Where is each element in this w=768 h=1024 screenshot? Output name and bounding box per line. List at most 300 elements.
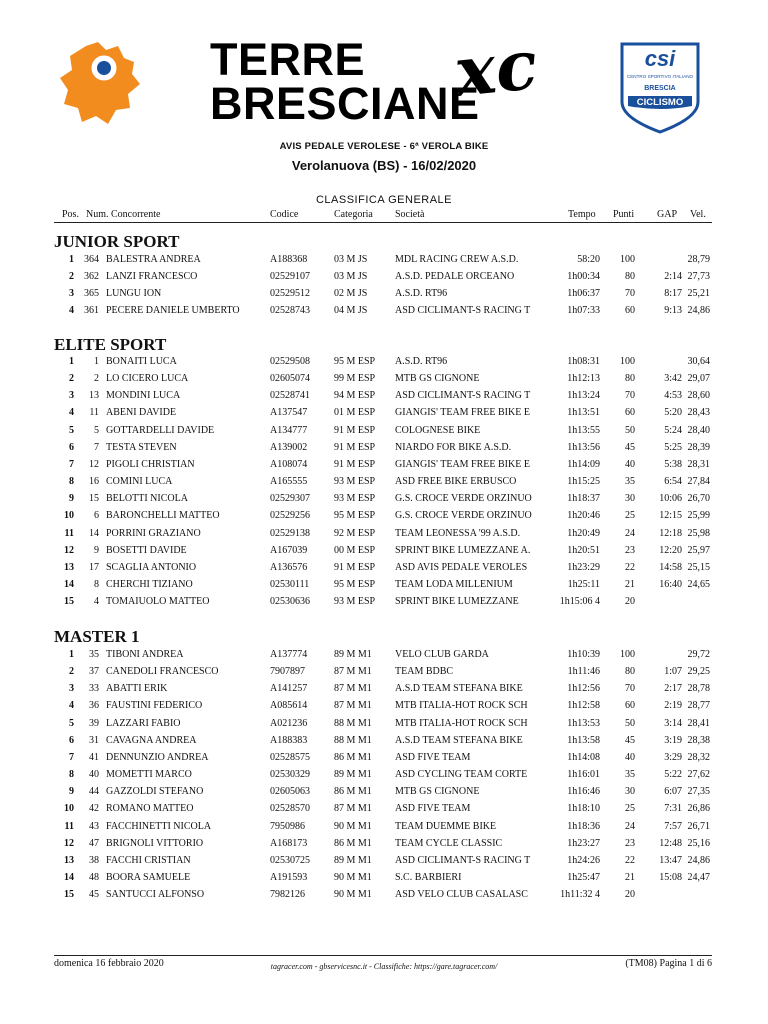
time: 1h16:01 (567, 769, 600, 781)
license-code: 02605063 (270, 786, 310, 798)
gap: 12:48 (659, 837, 682, 849)
col-punti: Punti (613, 209, 635, 220)
points: 22 (625, 561, 635, 573)
event-place-date: Verolanuova (BS) - 16/02/2020 (291, 158, 477, 173)
position: 14 (64, 871, 74, 883)
competitor-name: BRIGNOLI VITTORIO (106, 837, 204, 849)
bib-number: 2 (94, 373, 99, 385)
col-gap: GAP (657, 209, 678, 220)
col-vel: Vel. (690, 209, 706, 220)
time: 1h20:51 (567, 544, 600, 556)
position: 2 (69, 373, 74, 385)
competitor-name: BOSETTI DAVIDE (106, 544, 187, 556)
team: TEAM BDBC (395, 666, 454, 678)
team: MTB ITALIA-HOT ROCK SCH (395, 717, 528, 729)
gap: 1:07 (664, 666, 682, 678)
points: 40 (625, 751, 635, 763)
position: 2 (69, 666, 74, 678)
time: 1h15:25 (567, 476, 600, 488)
license-code: 7907897 (270, 666, 305, 678)
bib-number: 17 (89, 561, 99, 573)
speed: 24,86 (687, 854, 710, 866)
competitor-name: FAUSTINI FEDERICO (106, 700, 203, 712)
gap: 15:08 (659, 871, 682, 883)
speed: 29,07 (687, 373, 710, 385)
license-code: A188383 (270, 734, 308, 746)
time: 1h13:24 (567, 390, 600, 402)
speed: 28,78 (687, 683, 710, 695)
competitor-name: FACCHI CRISTIAN (106, 854, 191, 866)
time: 1h14:09 (567, 458, 600, 470)
category: 95 M ESP (334, 510, 376, 522)
bib-number: 39 (89, 717, 99, 729)
gap: 6:54 (664, 476, 682, 488)
time: 1h23:29 (567, 561, 600, 573)
table-row (54, 855, 714, 872)
competitor-name: ABATTI ERIK (106, 683, 168, 695)
bib-number: 44 (89, 786, 99, 798)
category: 86 M M1 (334, 837, 372, 849)
bib-number: 41 (89, 751, 99, 763)
license-code: 7950986 (270, 820, 305, 832)
table-row (54, 735, 714, 752)
position: 8 (69, 769, 74, 781)
footer-date: domenica 16 febbraio 2020 (54, 958, 164, 969)
time: 1h13:56 (567, 441, 600, 453)
gap: 5:20 (664, 407, 682, 419)
team: ASD CICLIMANT-S RACING T (395, 854, 531, 866)
team: TEAM CYCLE CLASSIC (395, 837, 503, 849)
gap: 7:31 (664, 803, 682, 815)
license-code: A134777 (270, 424, 308, 436)
time: 1h23:27 (567, 837, 600, 849)
competitor-name: BALESTRA ANDREA (106, 254, 201, 265)
points: 70 (625, 288, 635, 300)
bib-number: 47 (89, 837, 99, 849)
position: 1 (69, 649, 74, 660)
section-title: ELITE SPORT (54, 335, 167, 354)
speed: 29,72 (687, 649, 710, 660)
category: 00 M ESP (334, 544, 376, 556)
table-row (54, 425, 714, 442)
competitor-name: SCAGLIA ANTONIO (106, 561, 197, 573)
time: 1h25:47 (567, 871, 600, 883)
points: 20 (625, 596, 635, 608)
speed: 28,32 (687, 751, 710, 763)
gap: 13:47 (659, 854, 682, 866)
position: 11 (64, 820, 74, 832)
position: 15 (64, 889, 74, 901)
bib-number: 12 (89, 458, 99, 470)
csi-brescia: BRESCIA (644, 85, 676, 92)
category: 91 M ESP (334, 424, 376, 436)
speed: 27,73 (687, 271, 710, 283)
title-line-1: TERRE (210, 34, 366, 85)
license-code: A167039 (270, 544, 308, 556)
time: 1h10:39 (567, 649, 600, 660)
points: 30 (625, 493, 635, 505)
table-row (54, 305, 714, 322)
category: 90 M M1 (334, 871, 372, 883)
competitor-name: GOTTARDELLI DAVIDE (106, 424, 215, 436)
competitor-name: MOMETTI MARCO (106, 769, 192, 781)
competitor-name: LANZI FRANCESCO (106, 271, 198, 283)
position: 15 (64, 596, 74, 608)
speed: 30,64 (687, 356, 710, 367)
time: 1h15:06 4 (559, 596, 600, 608)
points: 50 (625, 424, 635, 436)
license-code: A139002 (270, 441, 308, 453)
bib-number: 48 (89, 871, 99, 883)
time: 1h20:49 (567, 527, 600, 539)
team: MTB GS CIGNONE (395, 373, 480, 385)
category: 90 M M1 (334, 889, 372, 901)
position: 4 (69, 700, 74, 712)
time: 1h13:51 (567, 407, 600, 419)
time: 1h07:33 (567, 305, 600, 317)
gap: 12:15 (659, 510, 682, 522)
competitor-name: BELOTTI NICOLA (106, 493, 188, 505)
position: 2 (69, 271, 74, 283)
gap: 3:19 (664, 734, 682, 746)
bib-number: 40 (89, 769, 99, 781)
bib-number: 5 (94, 424, 99, 436)
category: 93 M ESP (334, 596, 376, 608)
bib-number: 364 (84, 254, 99, 265)
license-code: A136576 (270, 561, 308, 573)
license-code: 02529307 (270, 493, 310, 505)
bib-number: 11 (89, 407, 99, 419)
gap: 5:22 (664, 769, 682, 781)
footer-page-number: (TM08) Pagina 1 di 6 (625, 958, 712, 969)
bib-number: 13 (89, 390, 99, 402)
team: A.S.D TEAM STEFANA BIKE (395, 734, 523, 746)
time: 1h12:13 (567, 373, 600, 385)
bib-number: 38 (89, 854, 99, 866)
bib-number: 35 (89, 649, 99, 660)
position: 3 (69, 288, 74, 300)
gap: 8:17 (664, 288, 682, 300)
license-code: 02530329 (270, 769, 310, 781)
table-row (54, 838, 714, 855)
bib-number: 361 (84, 305, 99, 317)
col-tempo: Tempo (568, 209, 596, 220)
gap: 3:14 (664, 717, 682, 729)
team: A.S.D TEAM STEFANA BIKE (395, 683, 523, 695)
gap: 2:19 (664, 700, 682, 712)
table-row (54, 769, 714, 786)
points: 21 (625, 871, 635, 883)
competitor-name: BONAITI LUCA (106, 356, 177, 367)
position: 6 (69, 734, 74, 746)
time: 1h18:36 (567, 820, 600, 832)
category: 99 M ESP (334, 373, 376, 385)
table-row (54, 356, 714, 373)
points: 60 (625, 305, 635, 317)
team: VELO CLUB GARDA (395, 649, 489, 660)
competitor-name: PIGOLI CHRISTIAN (106, 458, 195, 470)
position: 7 (69, 751, 74, 763)
bib-number: 16 (89, 476, 99, 488)
category: 90 M M1 (334, 820, 372, 832)
competitor-name: FACCHINETTI NICOLA (106, 820, 212, 832)
time: 1h18:37 (567, 493, 600, 505)
team: TEAM LEONESSA '99 A.S.D. (395, 527, 521, 539)
position: 9 (69, 493, 74, 505)
bib-number: 31 (89, 734, 99, 746)
position: 4 (69, 407, 74, 419)
bib-number: 4 (94, 596, 99, 608)
bib-number: 8 (94, 578, 99, 590)
team: COLOGNESE BIKE (395, 424, 481, 436)
license-code: 7982126 (270, 889, 305, 901)
gap: 4:53 (664, 390, 682, 402)
competitor-name: BARONCHELLI MATTEO (106, 510, 220, 522)
points: 70 (625, 683, 635, 695)
bib-number: 33 (89, 683, 99, 695)
category: 88 M M1 (334, 734, 372, 746)
points: 22 (625, 854, 635, 866)
bib-number: 9 (94, 544, 99, 556)
table-row (54, 803, 714, 820)
team: G.S. CROCE VERDE ORZINUO (395, 493, 532, 505)
speed: 25,15 (687, 561, 710, 573)
category: 91 M ESP (334, 561, 376, 573)
gap: 12:20 (659, 544, 682, 556)
section-title: MASTER 1 (54, 627, 140, 646)
license-code: A168173 (270, 837, 308, 849)
points: 45 (625, 441, 635, 453)
license-code: 02529508 (270, 356, 310, 367)
license-code: A021236 (270, 717, 308, 729)
bib-number: 7 (94, 441, 99, 453)
license-code: A085614 (270, 700, 308, 712)
bib-number: 37 (89, 666, 99, 678)
bib-number: 36 (89, 700, 99, 712)
points: 70 (625, 390, 635, 402)
footer-credits: tagracer.com - gbservicesnc.it - Classifiche: https://gare.tagracer.com/ (270, 962, 498, 971)
table-row (54, 271, 714, 288)
speed: 26,71 (687, 820, 710, 832)
license-code: 02528575 (270, 751, 310, 763)
table-row (54, 596, 714, 613)
speed: 27,35 (687, 786, 710, 798)
points: 60 (625, 407, 635, 419)
col-categoria: Categoria (334, 209, 373, 220)
team: A.S.D. RT96 (395, 288, 448, 300)
position: 5 (69, 717, 74, 729)
header-divider (54, 222, 712, 223)
time: 1h25:11 (567, 578, 600, 590)
team: ASD CICLIMANT-S RACING T (395, 390, 531, 402)
category: 89 M M1 (334, 769, 372, 781)
table-row (54, 288, 714, 305)
license-code: A141257 (270, 683, 308, 695)
position: 7 (69, 458, 74, 470)
table-row (54, 666, 714, 683)
bib-number: 362 (84, 271, 99, 283)
position: 1 (69, 356, 74, 367)
position: 13 (64, 854, 74, 866)
table-row (54, 390, 714, 407)
speed: 25,99 (687, 510, 710, 522)
points: 50 (625, 717, 635, 729)
bib-number: 42 (89, 803, 99, 815)
category: 03 M JS (334, 271, 368, 283)
team: MDL RACING CREW A.S.D. (395, 254, 519, 265)
time: 1h11:32 4 (560, 889, 600, 901)
points: 23 (625, 837, 635, 849)
speed: 26,86 (687, 803, 710, 815)
time: 1h13:58 (567, 734, 600, 746)
competitor-name: MONDINI LUCA (106, 390, 181, 402)
team: ASD AVIS PEDALE VEROLES (395, 561, 528, 573)
time: 1h14:08 (567, 751, 600, 763)
time: 1h24:26 (567, 854, 600, 866)
xc-script-mark: xc (451, 24, 541, 114)
speed: 25,97 (687, 544, 710, 556)
table-row (54, 562, 714, 579)
speed: 28,60 (687, 390, 710, 402)
license-code: A108074 (270, 458, 308, 470)
points: 100 (620, 254, 635, 265)
table-row (54, 407, 714, 424)
position: 12 (64, 837, 74, 849)
license-code: 02529512 (270, 288, 310, 300)
team: ASD FREE BIKE ERBUSCO (395, 476, 517, 488)
points: 30 (625, 786, 635, 798)
speed: 28,31 (687, 458, 710, 470)
points: 24 (625, 527, 635, 539)
title-line-2: BRESCIANE (210, 78, 480, 129)
competitor-name: LO CICERO LUCA (106, 373, 189, 385)
category: 93 M ESP (334, 476, 376, 488)
team: SPRINT BIKE LUMEZZANE (395, 596, 519, 608)
speed: 28,43 (687, 407, 710, 419)
license-code: 02528741 (270, 390, 310, 402)
position: 4 (69, 305, 74, 317)
col-societa: Società (395, 209, 425, 220)
time: 1h06:37 (567, 288, 600, 300)
team: NIARDO FOR BIKE A.S.D. (395, 441, 512, 453)
category: 91 M ESP (334, 441, 376, 453)
table-row (54, 373, 714, 390)
category: 94 M ESP (334, 390, 376, 402)
competitor-name: CANEDOLI FRANCESCO (106, 666, 219, 678)
position: 3 (69, 390, 74, 402)
team: A.S.D. RT96 (395, 356, 448, 367)
team: S.C. BARBIERI (395, 871, 462, 883)
category: 89 M M1 (334, 854, 372, 866)
team: SPRINT BIKE LUMEZZANE A. (395, 544, 531, 556)
gap: 3:42 (664, 373, 682, 385)
table-row (54, 579, 714, 596)
speed: 24,65 (687, 578, 710, 590)
position: 13 (64, 561, 74, 573)
competitor-name: PECERE DANIELE UMBERTO (106, 305, 240, 317)
table-row (54, 510, 714, 527)
table-row (54, 459, 714, 476)
speed: 28,77 (687, 700, 710, 712)
bib-number: 15 (89, 493, 99, 505)
speed: 28,40 (687, 424, 710, 436)
category: 87 M M1 (334, 803, 372, 815)
points: 21 (625, 578, 635, 590)
competitor-name: SANTUCCI ALFONSO (106, 889, 205, 901)
points: 100 (620, 649, 635, 660)
competitor-name: COMINI LUCA (106, 476, 173, 488)
table-row (54, 528, 714, 545)
points: 100 (620, 356, 635, 367)
points: 35 (625, 476, 635, 488)
license-code: 02530725 (270, 854, 310, 866)
gap: 14:58 (659, 561, 682, 573)
team: ASD FIVE TEAM (395, 803, 471, 815)
license-code: A191593 (270, 871, 308, 883)
team: TEAM LODA MILLENIUM (395, 578, 513, 590)
team: GIANGIS' TEAM FREE BIKE E (395, 458, 530, 470)
points: 40 (625, 458, 635, 470)
bib-number: 14 (89, 527, 99, 539)
position: 3 (69, 683, 74, 695)
gap: 12:18 (659, 527, 682, 539)
gap: 9:13 (664, 305, 682, 317)
csi-ciclismo-badge (612, 40, 708, 136)
position: 5 (69, 424, 74, 436)
competitor-name: LAZZARI FABIO (106, 717, 181, 729)
time: 1h18:10 (567, 803, 600, 815)
table-row (54, 476, 714, 493)
time: 58:20 (577, 254, 600, 265)
position: 14 (64, 578, 74, 590)
competitor-name: TIBONI ANDREA (106, 649, 184, 660)
license-code: 02530111 (270, 578, 310, 590)
speed: 27,62 (687, 769, 710, 781)
table-row (54, 700, 714, 717)
col-num-concorrente: Num. Concorrente (86, 209, 161, 220)
points: 20 (625, 889, 635, 901)
points: 35 (625, 769, 635, 781)
bib-number: 45 (89, 889, 99, 901)
table-row (54, 545, 714, 562)
category: 86 M M1 (334, 786, 372, 798)
category: 95 M ESP (334, 356, 376, 367)
table-row (54, 752, 714, 769)
category: 91 M ESP (334, 458, 376, 470)
gap: 16:40 (659, 578, 682, 590)
csi-mark: csi (644, 46, 676, 71)
competitor-name: BOORA SAMUELE (106, 871, 191, 883)
speed: 25,98 (687, 527, 710, 539)
time: 1h13:53 (567, 717, 600, 729)
time: 1h08:31 (567, 356, 600, 367)
time: 1h16:46 (567, 786, 600, 798)
team: ASD CICLIMANT-S RACING T (395, 305, 531, 317)
license-code: A188368 (270, 254, 308, 265)
table-row (54, 683, 714, 700)
gap: 3:29 (664, 751, 682, 763)
time: 1h12:58 (567, 700, 600, 712)
points: 80 (625, 271, 635, 283)
points: 25 (625, 803, 635, 815)
col-codice: Codice (270, 209, 299, 220)
team: G.S. CROCE VERDE ORZINUO (395, 510, 532, 522)
category: 93 M ESP (334, 493, 376, 505)
license-code: A137547 (270, 407, 308, 419)
competitor-name: TOMAIUOLO MATTEO (106, 596, 210, 608)
bib-number: 6 (94, 510, 99, 522)
competitor-name: DENNUNZIO ANDREA (106, 751, 209, 763)
